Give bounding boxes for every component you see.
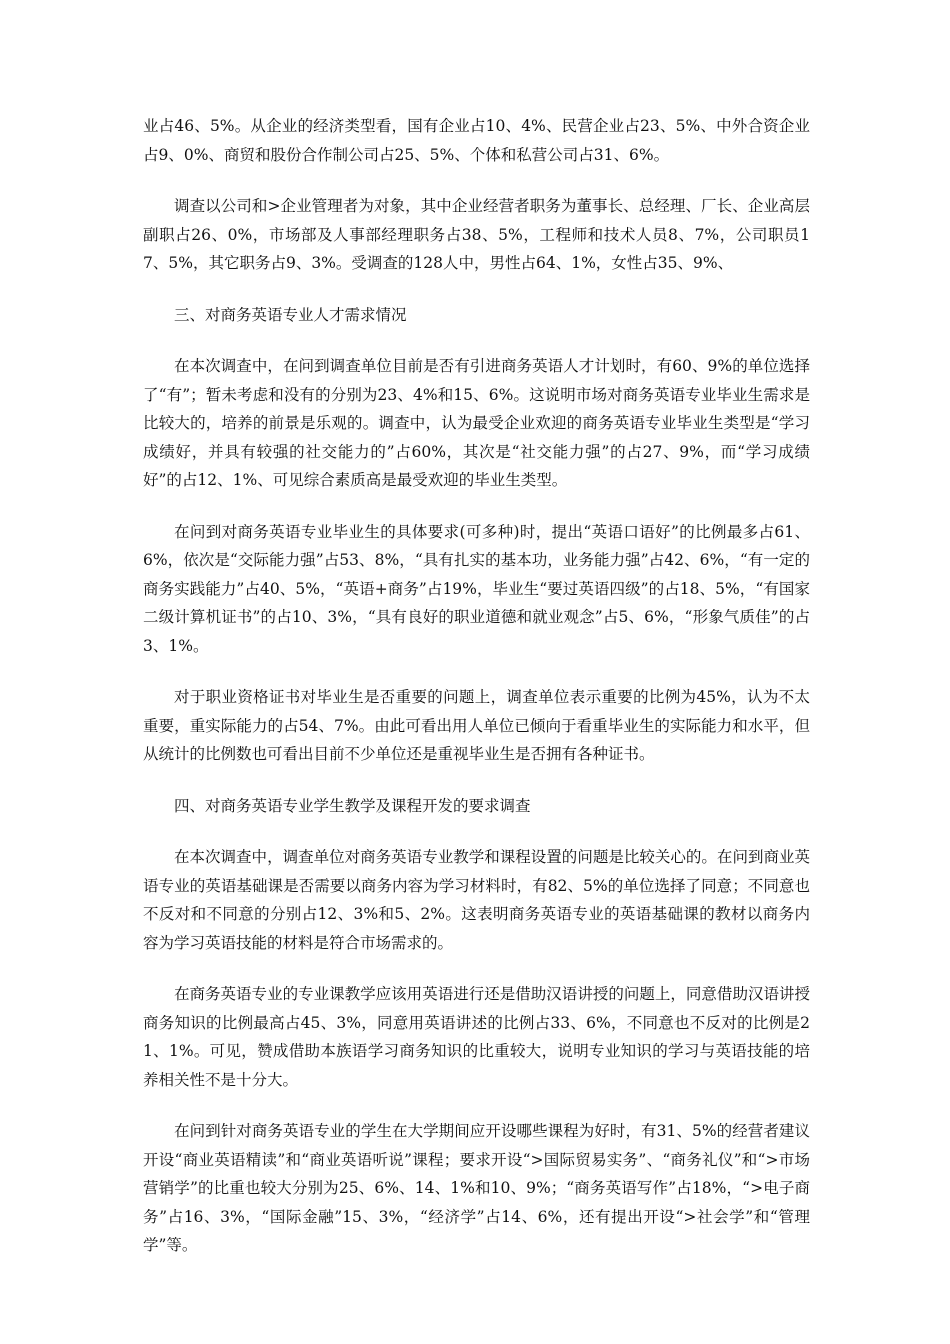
paragraph-enterprise-types: 业占46、5%。从企业的经济类型看，国有企业占10、4%、民营企业占23、5%、中外合资企业占9、0%、商贸和股份合作制公司占25、5%、个体和私营公司占31、6%。 (143, 117, 810, 164)
section-heading-4: 四、对商务英语专业学生教学及课程开发的要求调查 (174, 796, 531, 815)
paragraph-teaching: 在本次调查中，调查单位对商务英语专业教学和课程设置的问题是比较关心的。在问到商业英语专业的英语基础课是否需要以商务内容为学习材料时，有82、5%的单位选择了同意；不同意也不反对和不同意的分别占12、3%和5、2%。这表明商务英语专业的英语基础课的教材以商务内容为学习英语技能的材料是符合市场需求的。 (143, 848, 810, 952)
paragraph-certificates: 对于职业资格证书对毕业生是否重要的问题上，调查单位表示重要的比例为45%，认为不太重要，重实际能力的占54、7%。由此可看出用人单位已倾向于看重毕业生的实际能力和水平，但从统计的比例数也可看出目前不少单位还是重视毕业生是否拥有各种证书。 (143, 688, 810, 763)
paragraph-respondents: 调查以公司和>企业管理者为对象，其中企业经营者职务为董事长、总经理、厂长、企业高层副职占26、0%，市场部及人事部经理职务占38、5%，工程师和技术人员8、7%，公司职员17、5%，其它职务占9、3%。受调查的128人中，男性占64、1%，女性占35、9%、 (143, 197, 810, 272)
document-body (143, 112, 810, 1283)
paragraph-demand: 在本次调查中，在问到调查单位目前是否有引进商务英语人才计划时，有60、9%的单位选择了“有”；暂未考虑和没有的分别为23、4%和15、6%。这说明市场对商务英语专业毕业生需求是比较大的，培养的前景是乐观的。调查中，认为最受企业欢迎的商务英语专业毕业生类型是“学习成绩好，并具有较强的社交能力的”占60%，其次是“社交能力强”的占27、9%，而“学习成绩好”的占12、1%、可见综合素质高是最受欢迎的毕业生类型。 (143, 357, 810, 489)
section-heading-3: 三、对商务英语专业人才需求情况 (174, 305, 407, 324)
paragraph-language-of-instruction: 在商务英语专业的专业课教学应该用英语进行还是借助汉语讲授的问题上，同意借助汉语讲授商务知识的比例最高占45、3%，同意用英语讲述的比例占33、6%，不同意也不反对的比例是21、1%。可见，赞成借助本族语学习商务知识的比重较大，说明专业知识的学习与英语技能的培养相关性不是十分大。 (143, 985, 810, 1089)
paragraph-courses: 在问到针对商务英语专业的学生在大学期间应开设哪些课程为好时，有31、5%的经营者建议开设“商业英语精读”和“商业英语听说”课程；要求开设“>国际贸易实务”、“商务礼仪”和“>市场营销学”的比重也较大分别为25、6%、14、1%和10、9%；“商务英语写作”占18%，“>电子商务”占16、3%，“国际金融”15、3%，“经济学”占14、6%，还有提出开设“>社会学”和“管理学”等。 (143, 1122, 810, 1254)
paragraph-requirements: 在问到对商务英语专业毕业生的具体要求(可多种)时，提出“英语口语好”的比例最多占61、6%，依次是“交际能力强”占53、8%，“具有扎实的基本功，业务能力强”占42、6%，“有一定的商务实践能力”占40、5%，“英语+商务”占19%，毕业生“要过英语四级”的占18、5%，“有国家二级计算机证书”的占10、3%，“具有良好的职业道德和就业观念”占5、6%，“形象气质佳”的占3、1%。 (143, 522, 810, 655)
